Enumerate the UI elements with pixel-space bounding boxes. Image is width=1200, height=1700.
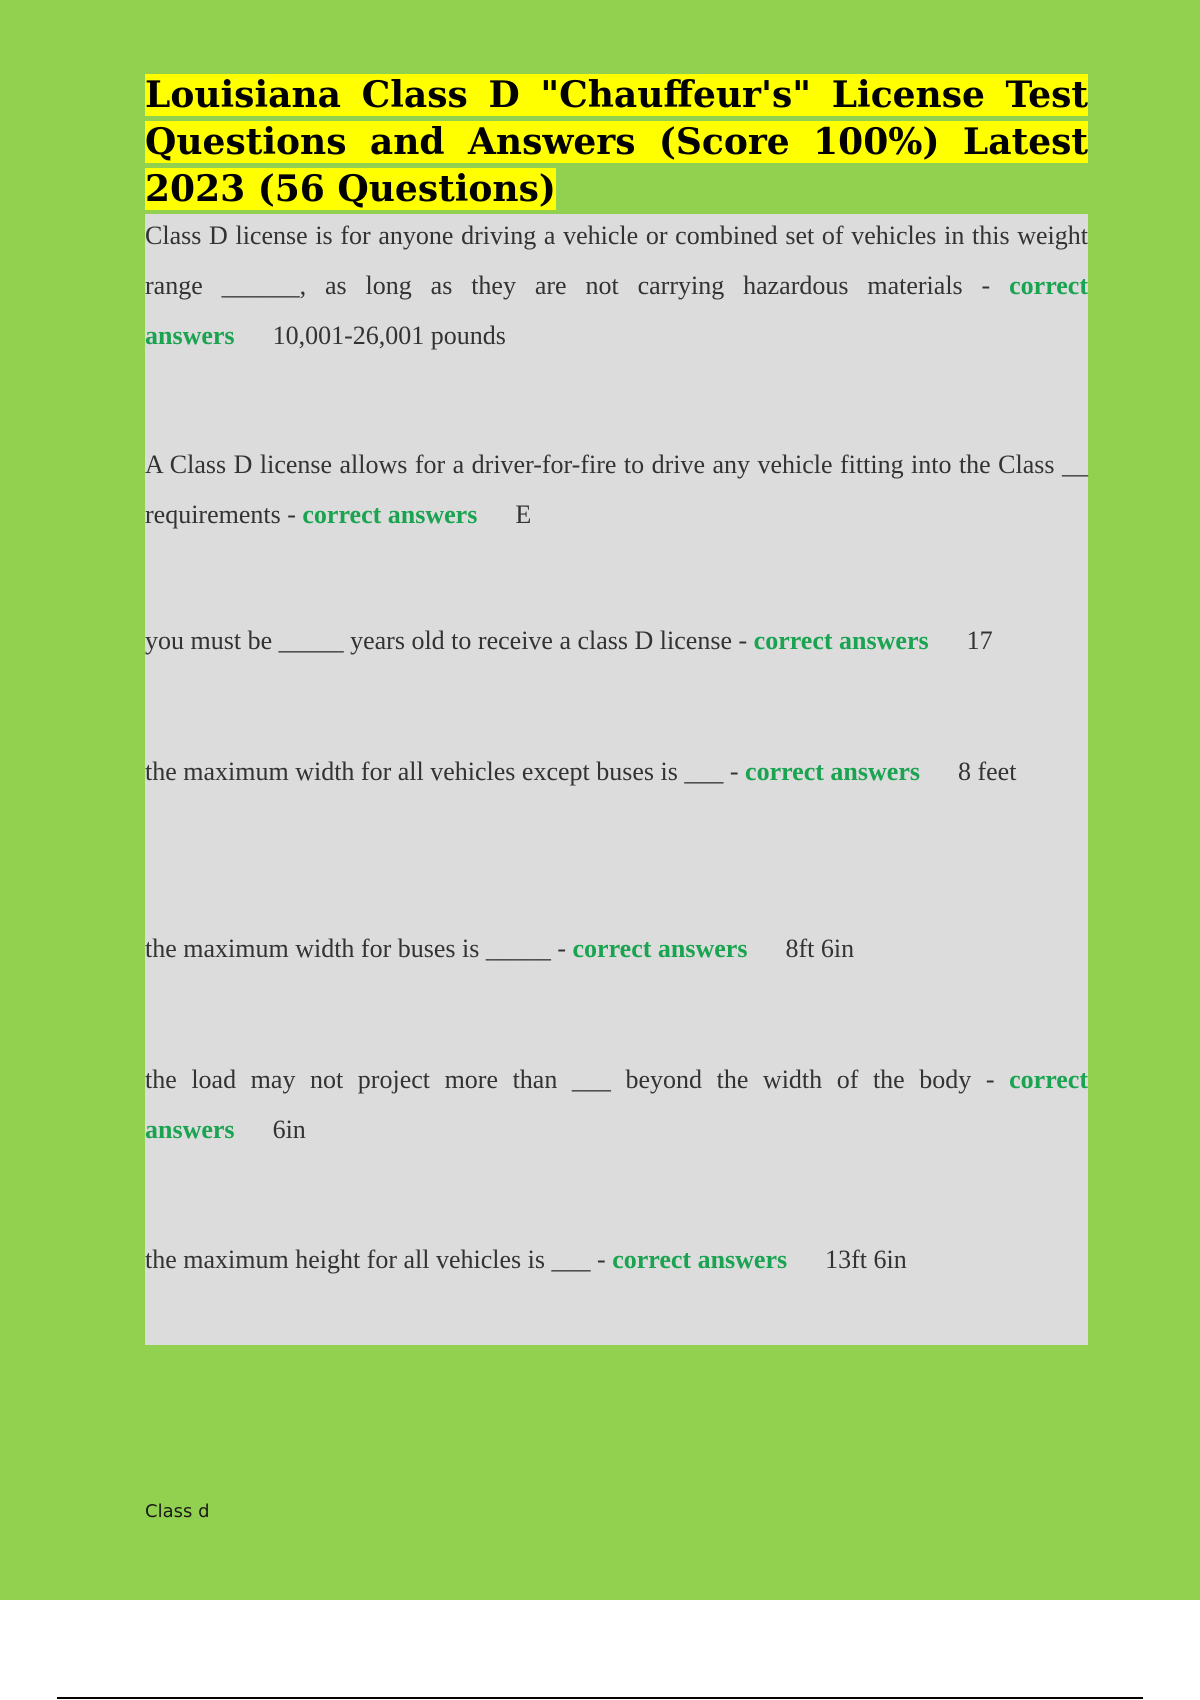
answer-text: 8ft 6in [785, 934, 855, 963]
qa-item [145, 747, 1088, 797]
qa-item [145, 1055, 1088, 1155]
qa-item [145, 616, 1088, 666]
answer-text: 10,001-26,001 pounds [272, 321, 506, 350]
document-title [145, 72, 1088, 213]
qa-item [145, 211, 1088, 361]
answer-text: E [515, 500, 532, 529]
answer-label: correct answers [145, 271, 1088, 350]
question-text: you must be _____ years old to receive a class D license - [145, 626, 748, 655]
question-text: the maximum height for all vehicles is ___ - [145, 1245, 606, 1274]
qa-item [145, 1235, 1088, 1285]
answer-label: correct answers [145, 1065, 1088, 1144]
answer-label: correct answers [572, 934, 748, 963]
bottom-divider [57, 1697, 1143, 1699]
answer-label: correct answers [753, 626, 929, 655]
question-text: the load may not project more than ___ beyond the width of the body - [145, 1065, 995, 1094]
qa-item [145, 924, 1088, 974]
answer-text: 17 [966, 626, 993, 655]
document-title-text: Louisiana Class D "Chauffeur's" License Test Questions and Answers (Score 100%) Latest 2023 (56 Questions) [145, 74, 1088, 210]
answer-text: 13ft 6in [825, 1245, 907, 1274]
answer-label: correct answers [745, 757, 920, 786]
qa-panel [145, 214, 1088, 1345]
question-text: A Class D license allows for a driver-for-fire to drive any vehicle fitting into the Class __ requirements - [145, 450, 1088, 529]
answer-text: 6in [272, 1115, 306, 1144]
question-text: Class D license is for anyone driving a vehicle or combined set of vehicles in this weight range ______, as long as they are not carrying hazardous materials - [145, 221, 1088, 300]
footer-text: Class d [145, 1501, 210, 1522]
answer-label: correct answers [612, 1245, 788, 1274]
question-text: the maximum width for buses is _____ - [145, 934, 567, 963]
qa-item [145, 440, 1088, 540]
answer-text: 8 feet [957, 757, 1017, 786]
question-text: the maximum width for all vehicles except buses is ___ - [145, 757, 739, 786]
answer-label: correct answers [302, 500, 478, 529]
